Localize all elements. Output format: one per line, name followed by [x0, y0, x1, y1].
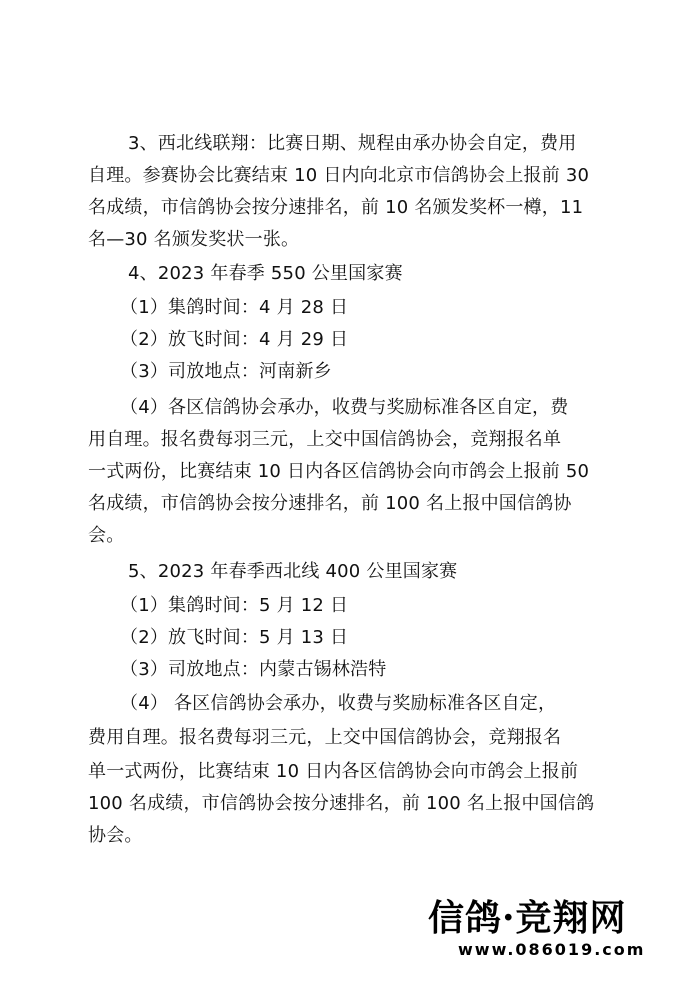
section-3-line-2: 自理。参赛协会比赛结束 10 日内向北京市信鸽协会上报前 30 — [88, 165, 590, 186]
section-4-item-4-line-5: 会。 — [88, 525, 125, 546]
section-5-item-1: （1）集鸽时间：5 月 12 日 — [120, 595, 349, 616]
section-5-item-4-line-3: 单一式两份，比赛结束 10 日内各区信鸽协会向市鸽会上报前 — [88, 761, 579, 782]
section-4-item-4-line-2: 用自理。报名费每羽三元，上交中国信鸽协会，竞翔报名单 — [88, 429, 562, 450]
site-watermark — [428, 896, 658, 966]
section-4-heading: 4、2023 年春季 550 公里国家赛 — [128, 263, 403, 284]
section-5-item-4-line-2: 费用自理。报名费每羽三元，上交中国信鸽协会，竞翔报名 — [88, 727, 562, 748]
section-4-item-4-line-3: 一式两份，比赛结束 10 日内各区信鸽协会向市鸽会上报前 50 — [88, 461, 590, 482]
section-4-item-2: （2）放飞时间：4 月 29 日 — [120, 329, 349, 350]
section-4-item-4-line-1: （4）各区信鸽协会承办，收费与奖励标准各区自定，费 — [120, 397, 569, 418]
section-3-heading-line: 3、西北线联翔：比赛日期、规程由承办协会自定，费用 — [128, 133, 577, 154]
section-5-item-4-line-1: （4） 各区信鸽协会承办，收费与奖励标准各区自定， — [120, 693, 557, 714]
watermark-logo-text: 信鸽·竞翔网 — [428, 897, 627, 939]
watermark-url: www.086019.com — [458, 940, 646, 959]
section-3-line-3: 名成绩，市信鸽协会按分速排名，前 10 名颁发奖杯一樽，11 — [88, 197, 584, 218]
section-5-heading: 5、2023 年春季西北线 400 公里国家赛 — [128, 561, 458, 582]
section-5-item-2: （2）放飞时间：5 月 13 日 — [120, 627, 349, 648]
section-5-item-3: （3）司放地点：内蒙古锡林浩特 — [120, 659, 387, 680]
section-3-line-4: 名—30 名颁发奖状一张。 — [88, 229, 300, 250]
section-4-item-4-line-4: 名成绩，市信鸽协会按分速排名，前 100 名上报中国信鸽协 — [88, 493, 572, 514]
section-4-item-3: （3）司放地点：河南新乡 — [120, 361, 332, 382]
section-4-item-1: （1）集鸽时间：4 月 28 日 — [120, 297, 349, 318]
section-5-item-4-line-4: 100 名成绩，市信鸽协会按分速排名，前 100 名上报中国信鸽 — [88, 793, 595, 814]
section-5-item-4-line-5: 协会。 — [88, 825, 143, 846]
